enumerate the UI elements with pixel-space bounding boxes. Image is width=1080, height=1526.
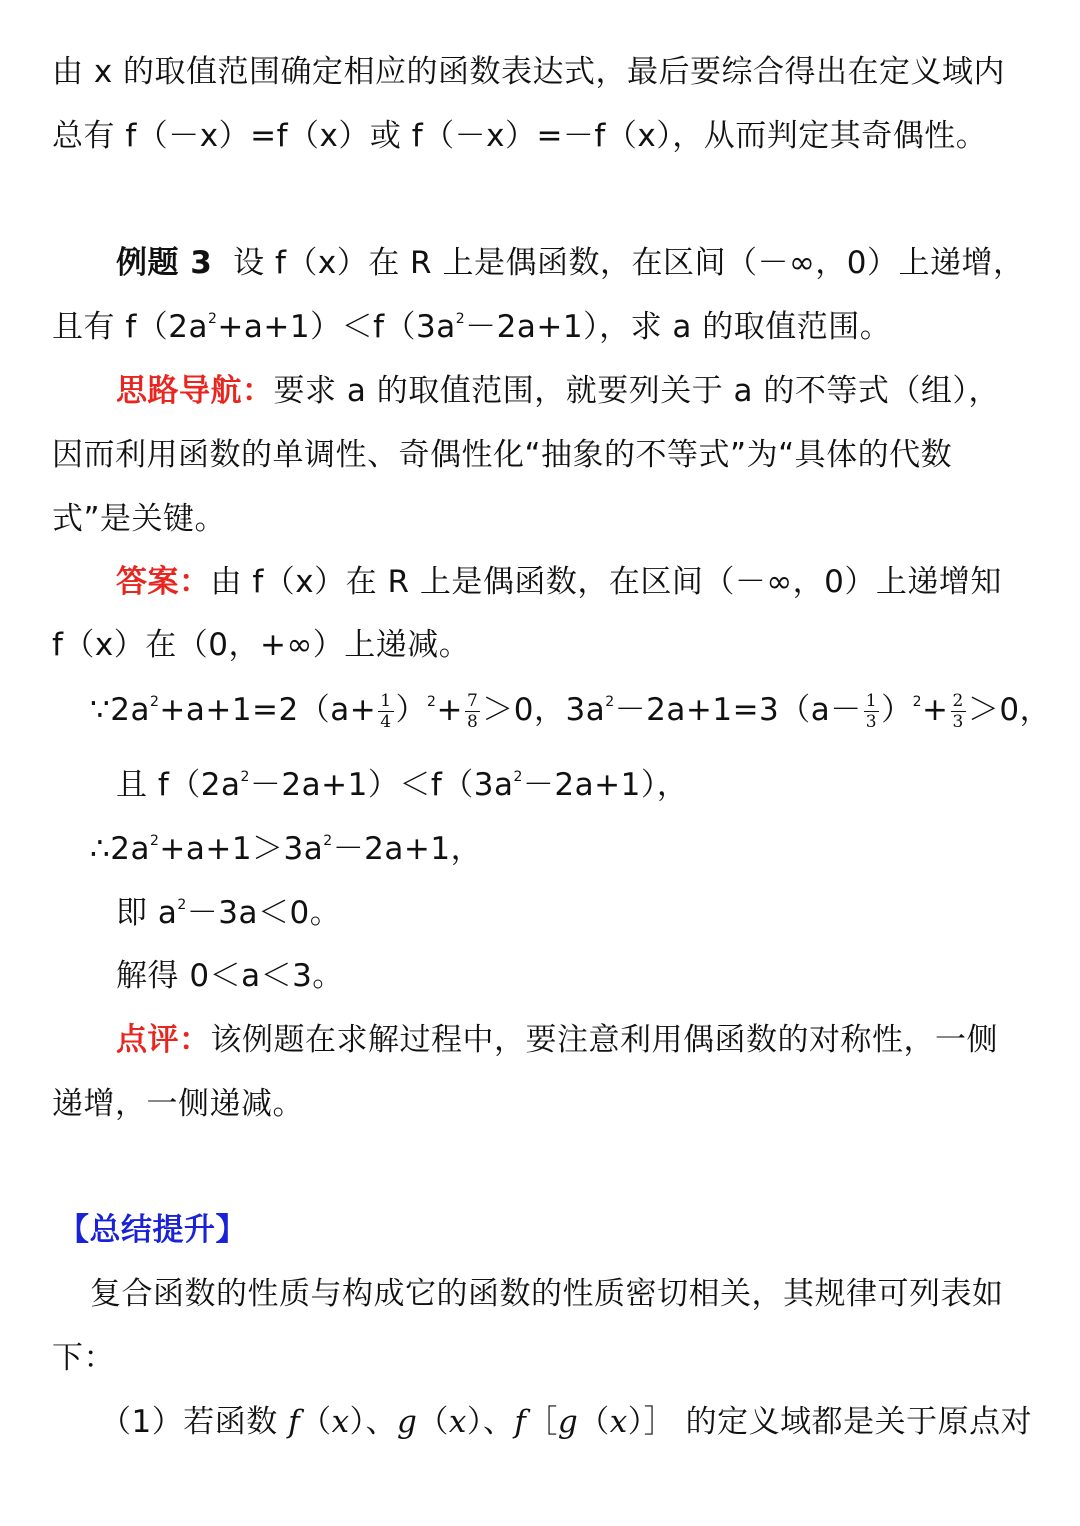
thinking-guide-text: 要求 a 的取值范围，就要列关于 a 的不等式（组），: [273, 373, 1000, 409]
equation-line-5: 解得 0＜a＜3。: [116, 958, 344, 994]
text-line-6: 因而利用函数的单调性、奇偶性化“抽象的不等式”为“具体的代数: [52, 437, 953, 473]
text-segment: 且有 f（2a: [52, 309, 208, 345]
exponent: 2: [208, 311, 218, 327]
exponent: 2: [912, 694, 923, 710]
text-segment: +a+1=2（a+: [159, 692, 377, 728]
text-segment: ）、: [349, 1404, 398, 1440]
text-line-9: f（x）在（0，+∞）上递减。: [52, 627, 471, 663]
text-segment: （: [300, 1404, 332, 1440]
example-3-condition: [52, 307, 891, 347]
text-segment: －2a+1=3（a－: [614, 692, 862, 728]
math-var: x: [448, 1404, 467, 1440]
text-segment: －2a+1），求 a 的取值范围。: [465, 309, 892, 345]
math-var: x: [609, 1404, 628, 1440]
example-text: 设 f（x）在 R 上是偶函数，在区间（－∞，0）上递增，: [233, 245, 1025, 281]
exponent: 2: [149, 694, 160, 710]
math-var: f: [514, 1404, 527, 1440]
review-text: 该例题在求解过程中，要注意利用偶函数的对称性，一侧: [210, 1022, 998, 1058]
text-line-18: 下：: [52, 1340, 115, 1376]
equation-line-3: [90, 829, 482, 869]
text-segment: ＞0，: [967, 692, 1052, 728]
exponent: 2: [177, 897, 187, 913]
exponent: 2: [455, 311, 466, 327]
exponent: 2: [323, 833, 333, 849]
text-line-2: 总有 f（－x）=f（x）或 f（－x）=－f（x），从而判定其奇偶性。: [52, 118, 988, 154]
fraction-denominator: 4: [380, 712, 392, 732]
text-segment: +: [436, 692, 463, 728]
exponent: 2: [149, 833, 160, 849]
review-label: 点评：: [116, 1022, 211, 1058]
fraction-denominator: 3: [865, 712, 878, 732]
text-segment: ）: [395, 692, 428, 728]
equation-line-2: [116, 765, 688, 805]
text-segment: 即 a: [116, 895, 178, 931]
text-segment: （: [578, 1404, 610, 1440]
text-segment: +a+1＞3a: [159, 831, 324, 867]
exponent: 2: [605, 694, 615, 710]
equation-line-1: [90, 690, 1051, 732]
text-line-15: 递增，一侧递减。: [52, 1086, 304, 1122]
fraction-numerator: 1: [380, 691, 392, 711]
example-3-line: [116, 243, 1025, 283]
fraction: [951, 691, 966, 732]
fraction: [378, 691, 393, 732]
review-line: [116, 1020, 998, 1060]
exponent: 2: [427, 694, 437, 710]
text-segment: ）］ 的定义域都是关于原点对: [627, 1404, 1033, 1440]
equation-line-4: [116, 893, 341, 933]
math-var: f: [288, 1404, 301, 1440]
thinking-guide-label: 思路导航：: [116, 373, 274, 409]
fraction-numerator: 2: [952, 691, 964, 711]
text-segment: －2a+1）＜f（3a: [249, 767, 514, 803]
fraction: [864, 691, 879, 732]
text-line-1: 由 x 的取值范围确定相应的函数表达式，最后要综合得出在定义域内: [52, 54, 1006, 90]
text-segment: ）、: [466, 1404, 515, 1440]
text-segment: 且 f（2a: [116, 767, 241, 803]
text-line-19: [100, 1402, 1032, 1442]
fraction-numerator: 1: [865, 691, 878, 711]
text-segment: ）: [881, 692, 913, 728]
math-var: x: [331, 1404, 350, 1440]
text-segment: －2a+1），: [522, 767, 689, 803]
fraction: [465, 691, 480, 732]
text-segment: +a+1）＜f（3a: [217, 309, 456, 345]
exponent: 2: [240, 769, 250, 785]
text-segment: ∵2a: [90, 692, 150, 728]
summary-heading: 【总结提升】: [58, 1212, 247, 1248]
answer-text: 由 f（x）在 R 上是偶函数，在区间（－∞，0）上递增知: [210, 564, 1002, 600]
math-var: g: [397, 1404, 418, 1440]
text-segment: －3a＜0。: [186, 895, 342, 931]
fraction-numerator: 7: [466, 691, 479, 711]
thinking-guide-line: [116, 371, 1000, 411]
text-segment: （1）若函数: [100, 1404, 289, 1440]
text-segment: ＞0，3a: [482, 692, 606, 728]
answer-line: [116, 562, 1002, 602]
answer-label: 答案：: [116, 564, 211, 600]
fraction-denominator: 8: [466, 712, 479, 732]
text-segment: －2a+1，: [332, 831, 483, 867]
text-segment: ∴2a: [90, 831, 150, 867]
text-segment: +: [922, 692, 949, 728]
text-segment: （: [417, 1404, 449, 1440]
fraction-denominator: 3: [952, 712, 964, 732]
exponent: 2: [513, 769, 523, 785]
text-segment: ［: [526, 1404, 558, 1440]
text-line-17: 复合函数的性质与构成它的函数的性质密切相关，其规律可列表如: [90, 1276, 1004, 1312]
math-var: g: [557, 1404, 579, 1440]
example-label: 例题 3: [116, 245, 213, 281]
text-line-7: 式”是关键。: [52, 501, 227, 537]
